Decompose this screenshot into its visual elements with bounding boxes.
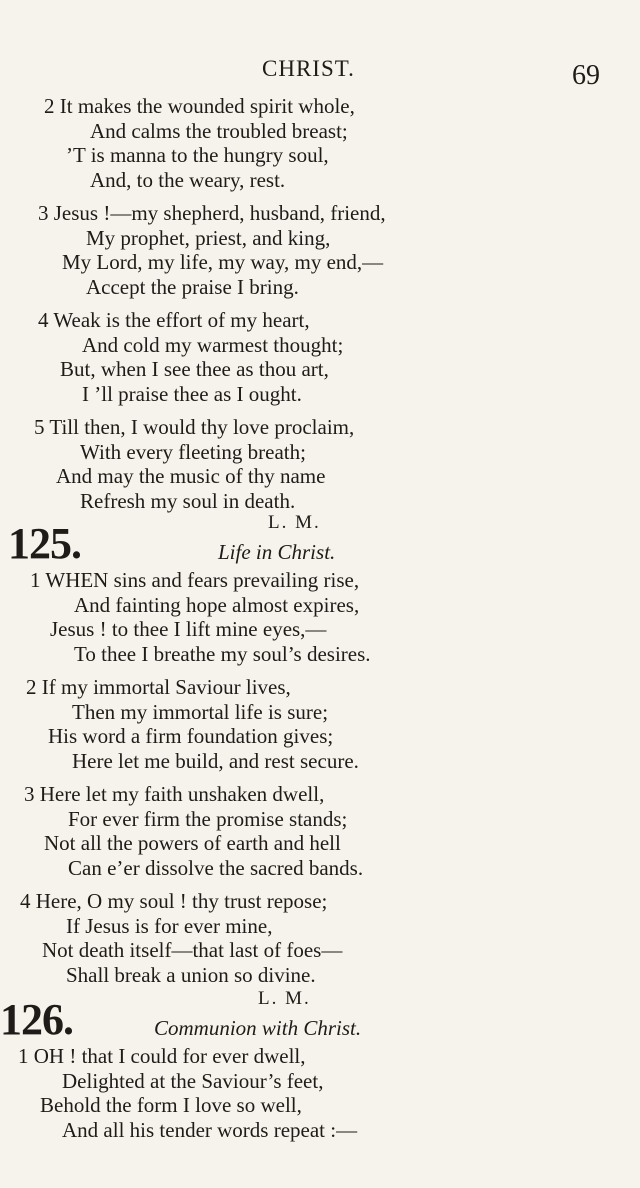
verse-line: My Lord, my life, my way, my end,—	[62, 250, 384, 274]
verse-line: If Jesus is for ever mine,	[66, 913, 273, 938]
verse-line: Here let me build, and rest secure.	[72, 748, 359, 773]
verse-line: Not all the powers of earth and hell	[44, 831, 341, 855]
hymn-125-verses	[0, 568, 640, 996]
verse-line: 4 Here, O my soul ! thy trust repose;	[20, 889, 328, 913]
verse-line: Then my immortal life is sure;	[72, 699, 329, 724]
verse-line: Shall break a union so divine.	[66, 962, 316, 987]
hymn-number: 126.	[0, 995, 73, 1044]
verse	[0, 308, 640, 406]
verse-line: Not death itself—that last of foes—	[42, 938, 343, 962]
verse-line: Accept the praise I bring.	[86, 274, 299, 299]
verse	[0, 415, 640, 513]
verse-line: Delighted at the Saviour’s feet,	[62, 1068, 324, 1093]
hymn-title: Communion with Christ.	[154, 1016, 362, 1040]
verse	[0, 1044, 640, 1142]
verse-line: My prophet, priest, and king,	[86, 225, 331, 250]
verse-line: 2 It makes the wounded spirit whole,	[44, 94, 355, 118]
verse-line: With every fleeting breath;	[80, 439, 306, 464]
verse-line: 1 WHEN sins and fears prevailing rise,	[30, 568, 360, 592]
verse-line: Refresh my soul in death.	[80, 488, 296, 513]
verse-line: ’T is manna to the hungry soul,	[66, 143, 329, 167]
hymn-title: Life in Christ.	[218, 540, 336, 564]
verse-line: And all his tender words repeat :—	[62, 1117, 358, 1142]
verse-line: For ever firm the promise stands;	[68, 806, 348, 831]
verse	[0, 675, 640, 773]
verse-line: To thee I breathe my soul’s desires.	[74, 641, 371, 666]
verse-line: 1 OH ! that I could for ever dwell,	[18, 1044, 306, 1068]
verse	[0, 94, 640, 192]
page-number: 69	[572, 60, 600, 91]
verse	[0, 568, 640, 666]
hymn-126-heading	[0, 988, 640, 1046]
verse	[0, 201, 640, 299]
verse-line: And may the music of thy name	[56, 464, 326, 488]
verse-line: 2 If my immortal Saviour lives,	[26, 675, 291, 699]
hymn-meter: L. M.	[258, 988, 311, 1009]
verse-line: 5 Till then, I would thy love proclaim,	[34, 415, 355, 439]
verse-line: 3 Here let my faith unshaken dwell,	[24, 782, 325, 806]
verse-line: 4 Weak is the effort of my heart,	[38, 308, 310, 332]
verse-line: Jesus ! to thee I lift mine eyes,—	[50, 617, 327, 641]
verse-line: And cold my warmest thought;	[82, 332, 344, 357]
verse	[0, 782, 640, 880]
continued-hymn	[0, 94, 640, 522]
verse-line: I ’ll praise thee as I ought.	[82, 381, 302, 406]
page-header	[0, 56, 640, 91]
hymn-125-heading	[0, 512, 640, 570]
verse-line: Behold the form I love so well,	[40, 1093, 302, 1117]
verse-line: Can e’er dissolve the sacred bands.	[68, 855, 364, 880]
verse	[0, 889, 640, 987]
verse-line: His word a firm foundation gives;	[48, 724, 334, 748]
verse-line: But, when I see thee as thou art,	[60, 357, 329, 381]
hymn-126-verses	[0, 1044, 640, 1151]
running-title: CHRIST.	[262, 56, 355, 81]
hymn-number: 125.	[8, 519, 81, 568]
hymn-meter: L. M.	[268, 512, 321, 533]
verse-line: And fainting hope almost expires,	[74, 592, 360, 617]
verse-line: 3 Jesus !—my shepherd, husband, friend,	[38, 201, 386, 225]
verse-line: And calms the troubled breast;	[90, 118, 348, 143]
verse-line: And, to the weary, rest.	[90, 167, 286, 192]
